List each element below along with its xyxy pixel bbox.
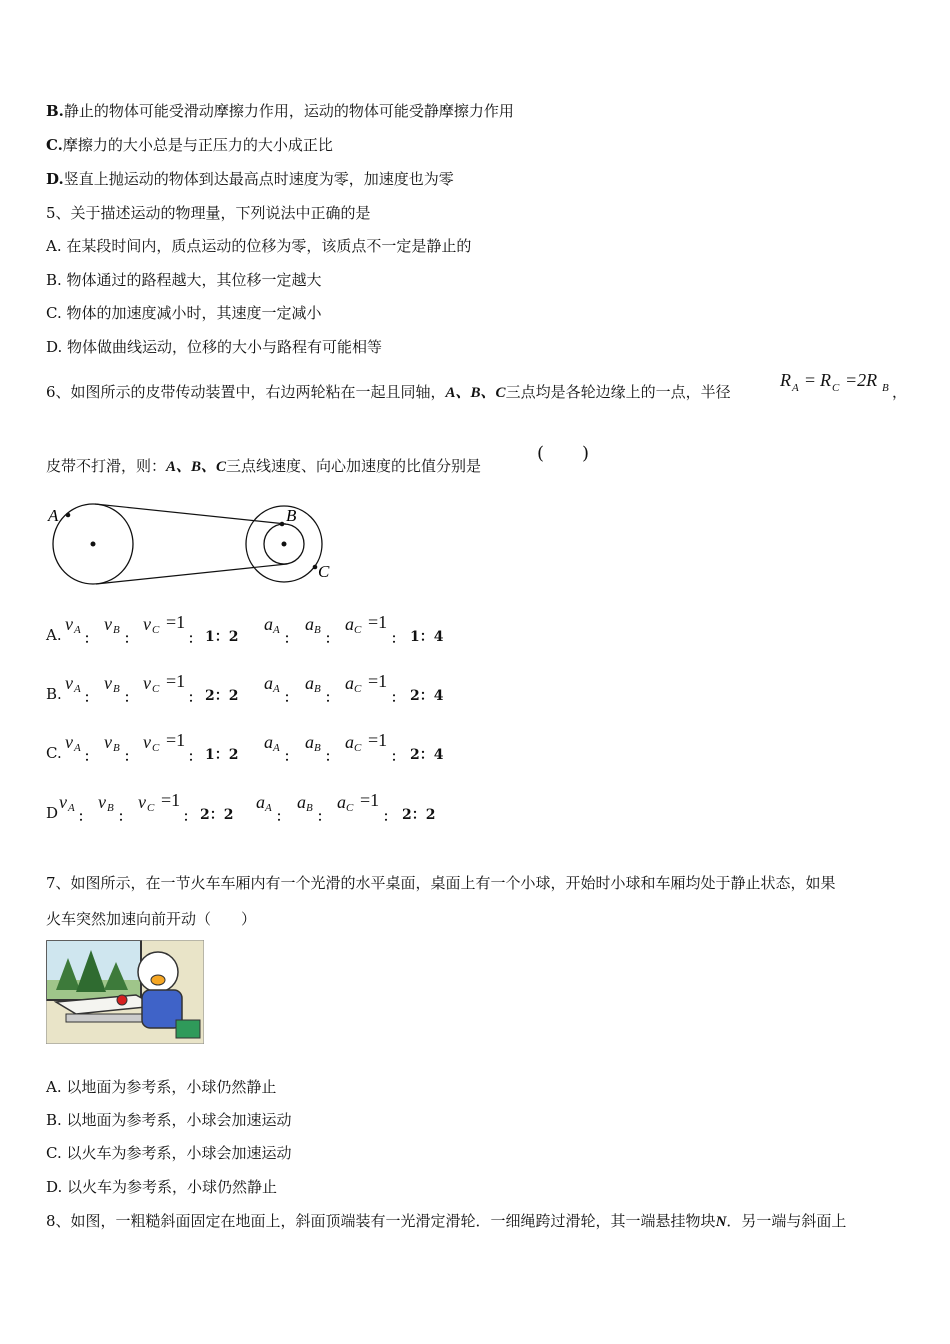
q6-option-d-letter: D <box>46 804 59 822</box>
q6-option-b-v1-sub: A <box>74 683 81 695</box>
q6-option-c-v3: v <box>143 732 151 752</box>
q6-formula-rb-sub: B <box>882 382 889 394</box>
q6-option-d-a3-sub: C <box>346 802 354 814</box>
q6-option-a-a-eq: =1 <box>368 612 388 632</box>
q6-option-b-a1: a <box>264 673 273 693</box>
q6-option-a-v3: v <box>143 614 151 634</box>
q6-option-a-a3-sub: C <box>354 624 362 636</box>
q5-option-d: D. 物体做曲线运动，位移的大小与路程有可能相等 <box>46 338 383 356</box>
q6-stem-part1: 6、如图所示的皮带传动装置中，右边两轮粘在一起且同轴， <box>46 383 446 401</box>
q6-option-a-a2-sub: B <box>314 624 321 636</box>
q6-option-c-letter: C. <box>46 744 62 762</box>
q6-option-d-a3: a <box>337 792 346 812</box>
q4-option-d-text: 竖直上抛运动的物体到达最高点时速度为零，加速度也为零 <box>63 170 454 188</box>
q4-option-c <box>46 135 333 155</box>
character-beak <box>151 975 165 985</box>
q4-option-b-letter: B. <box>46 102 64 120</box>
q6-option-d-v-sep: ： <box>183 810 197 825</box>
ball <box>117 995 127 1005</box>
q6-option-b-v-ratio: 2：2 <box>205 688 239 704</box>
q7-option-a: A. 以地面为参考系，小球仍然静止 <box>46 1078 277 1096</box>
q6-option-b-v2: v <box>104 673 112 693</box>
q6-option-d <box>46 790 466 825</box>
q6-option-c-v2: v <box>104 732 112 752</box>
q6-option-a-a1-sub: A <box>273 624 280 636</box>
left-wheel-center <box>91 542 96 547</box>
label-b: B <box>286 506 297 525</box>
right-wheel-center <box>282 542 287 547</box>
q6-option-c-sep2: ： <box>124 750 138 765</box>
train-illustration <box>46 940 204 1044</box>
q5-option-c: C. 物体的加速度减小时，其速度一定减小 <box>46 304 322 322</box>
q7-stem-line2: 火车突然加速向前开动（ ） <box>46 910 257 928</box>
q6-option-c-v-ratio: 1：2 <box>205 747 239 763</box>
q6-option-b-a3: a <box>345 673 354 693</box>
q6-option-c-a-eq: =1 <box>368 730 388 750</box>
q6-option-c <box>46 730 466 765</box>
q4-option-d <box>46 169 454 189</box>
q6-option-b-a-ratio: 2：4 <box>410 688 444 704</box>
q6-option-d-v3-sub: C <box>147 802 155 814</box>
point-a <box>66 513 71 518</box>
q6-option-c-v1-sub: A <box>74 742 81 754</box>
q6-option-a-sep1: ： <box>84 632 98 647</box>
q6-stem-line2-part2: 三点线速度、向心加速度的比值分别是 <box>226 457 482 475</box>
q6-option-d-v2-sub: B <box>107 802 114 814</box>
q6-stem-line2 <box>46 456 481 477</box>
q6-option-d-a2: a <box>297 792 306 812</box>
q6-option-d-v-ratio: 2：2 <box>200 807 234 823</box>
q6-option-a-v2-sub: B <box>113 624 120 636</box>
point-c <box>313 565 318 570</box>
q6-option-b-v2-sub: B <box>113 683 120 695</box>
label-c: C <box>318 562 330 581</box>
q6-option-a-v-eq: =1 <box>166 612 186 632</box>
q6-formula-ra: R <box>780 370 791 390</box>
q6-option-c-v2-sub: B <box>113 742 120 754</box>
q6-option-c-a2: a <box>305 732 314 752</box>
q6-option-a-a-ratio: 1：4 <box>410 629 444 645</box>
q6-option-c-sep1: ： <box>84 750 98 765</box>
q6-option-c-v-eq: =1 <box>166 730 186 750</box>
seat <box>176 1020 200 1038</box>
q6-option-b-letter: B. <box>46 685 62 703</box>
q6-option-a-sep4: ： <box>325 632 339 647</box>
q6-formula-2rb: =2R <box>845 370 878 390</box>
q6-option-b-a3-sub: C <box>354 683 362 695</box>
q6-option-b-v1: v <box>65 673 73 693</box>
q6-option-a-letter: A. <box>46 626 62 644</box>
q6-option-d-sep2: ： <box>118 810 132 825</box>
q6-answer-paren-close: ) <box>582 443 590 464</box>
q6-option-d-v-eq: =1 <box>161 790 181 810</box>
q6-option-c-v-sep: ： <box>188 750 202 765</box>
q6-option-d-v1-sub: A <box>68 802 75 814</box>
q6-option-b-v-eq: =1 <box>166 671 186 691</box>
q5-option-a: A. 在某段时间内，质点运动的位移为零，该质点不一定是静止的 <box>46 237 472 255</box>
label-a: A <box>48 506 59 525</box>
q6-option-a-v-sep: ： <box>188 632 202 647</box>
q6-option-d-sep3: ： <box>276 810 290 825</box>
q6-option-c-sep4: ： <box>325 750 339 765</box>
q6-option-a-sep3: ： <box>284 632 298 647</box>
q6-option-d-v2: v <box>98 792 106 812</box>
q6-option-d-v3: v <box>138 792 146 812</box>
q6-option-d-a1: a <box>256 792 265 812</box>
q8-stem-part1: 8、如图，一粗糙斜面固定在地面上，斜面顶端装有一光滑定滑轮．一细绳跨过滑轮，其一端悬挂物块 <box>46 1212 716 1230</box>
q7-option-c: C. 以火车为参考系，小球会加速运动 <box>46 1144 292 1162</box>
q6-option-b <box>46 671 466 706</box>
q4-option-c-text: 摩擦力的大小总是与正压力的大小成正比 <box>62 136 333 154</box>
belt-upper <box>95 504 286 524</box>
q6-option-a-v3-sub: C <box>152 624 160 636</box>
character-head <box>138 952 178 992</box>
q6-option-c-a3-sub: C <box>354 742 362 754</box>
q6-option-b-a2: a <box>305 673 314 693</box>
q4-option-c-letter: C. <box>46 136 63 154</box>
q6-option-d-a-ratio: 2：2 <box>402 807 436 823</box>
q6-stem-comma: ， <box>892 383 908 401</box>
q6-option-a-a1: a <box>264 614 273 634</box>
q6-stem-part2: 三点均是各轮边缘上的一点，半径 <box>505 383 731 401</box>
q6-option-b-sep3: ： <box>284 691 298 706</box>
q6-option-b-a2-sub: B <box>314 683 321 695</box>
q6-option-c-a1-sub: A <box>273 742 280 754</box>
q6-option-b-a-eq: =1 <box>368 671 388 691</box>
q6-option-d-v1: v <box>59 792 67 812</box>
q6-option-d-a-sep: ： <box>383 810 397 825</box>
q6-option-c-a-ratio: 2：4 <box>410 747 444 763</box>
q6-stem-line2-abc: A、B、C <box>166 459 227 475</box>
q6-option-c-v1: v <box>65 732 73 752</box>
q6-option-c-v3-sub: C <box>152 742 160 754</box>
q8-stem-n: N <box>715 1214 727 1230</box>
q6-option-c-a2-sub: B <box>314 742 321 754</box>
q6-formula-eq: = <box>805 370 816 390</box>
q4-option-b-text: 静止的物体可能受滑动摩擦力作用，运动的物体可能受静摩擦力作用 <box>63 102 514 120</box>
q8-stem <box>46 1211 846 1232</box>
q6-option-b-v3-sub: C <box>152 683 160 695</box>
q7-option-d: D. 以火车为参考系，小球仍然静止 <box>46 1178 278 1196</box>
q6-option-a-v2: v <box>104 614 112 634</box>
q6-option-b-sep4: ： <box>325 691 339 706</box>
q6-option-d-sep4: ： <box>317 810 331 825</box>
q6-option-a-a2: a <box>305 614 314 634</box>
q6-option-a-a-sep: ： <box>391 632 405 647</box>
q7-option-b: B. 以地面为参考系，小球会加速运动 <box>46 1111 292 1129</box>
q6-option-d-a-eq: =1 <box>360 790 380 810</box>
q6-option-b-v-sep: ： <box>188 691 202 706</box>
q6-option-b-a-sep: ： <box>391 691 405 706</box>
q6-option-d-a1-sub: A <box>265 802 272 814</box>
q6-option-c-a3: a <box>345 732 354 752</box>
q6-option-a-v1-sub: A <box>74 624 81 636</box>
q6-radius-formula <box>780 368 905 398</box>
q6-option-b-v3: v <box>143 673 151 693</box>
q6-option-d-a2-sub: B <box>306 802 313 814</box>
q5-option-b: B. 物体通过的路程越大，其位移一定越大 <box>46 271 322 289</box>
q6-stem-line2-part1: 皮带不打滑，则： <box>46 457 167 475</box>
q6-formula-rc-sub: C <box>832 382 840 394</box>
q6-option-b-a1-sub: A <box>273 683 280 695</box>
q6-option-b-sep1: ： <box>84 691 98 706</box>
belt-lower <box>96 564 287 584</box>
q6-option-c-sep3: ： <box>284 750 298 765</box>
q6-option-a-v1: v <box>65 614 73 634</box>
q6-option-a-sep2: ： <box>124 632 138 647</box>
q6-stem-line1 <box>46 382 731 403</box>
q8-stem-part2: ．另一端与斜面上 <box>726 1212 847 1230</box>
q5-stem: 5、关于描述运动的物理量，下列说法中正确的是 <box>46 204 371 222</box>
q6-stem-abc: A、B、C <box>445 385 506 401</box>
belt-drive-figure <box>46 500 346 595</box>
q6-formula-rc: R <box>820 370 831 390</box>
q6-option-c-a-sep: ： <box>391 750 405 765</box>
q6-option-a-a3: a <box>345 614 354 634</box>
q7-stem-line1: 7、如图所示，在一节火车车厢内有一个光滑的水平桌面，桌面上有一个小球，开始时小球和车厢均处于静止状态，如果 <box>46 874 836 892</box>
q6-formula-ra-sub: A <box>792 382 799 394</box>
q6-option-b-sep2: ： <box>124 691 138 706</box>
q6-answer-paren-open: ( <box>537 443 545 464</box>
q6-option-a-v-ratio: 1：2 <box>205 629 239 645</box>
q6-option-d-sep1: ： <box>78 810 92 825</box>
q4-option-d-letter: D. <box>46 170 64 188</box>
q4-option-b <box>46 101 514 121</box>
q6-option-a <box>46 612 466 647</box>
point-b <box>280 522 285 527</box>
q6-option-c-a1: a <box>264 732 273 752</box>
